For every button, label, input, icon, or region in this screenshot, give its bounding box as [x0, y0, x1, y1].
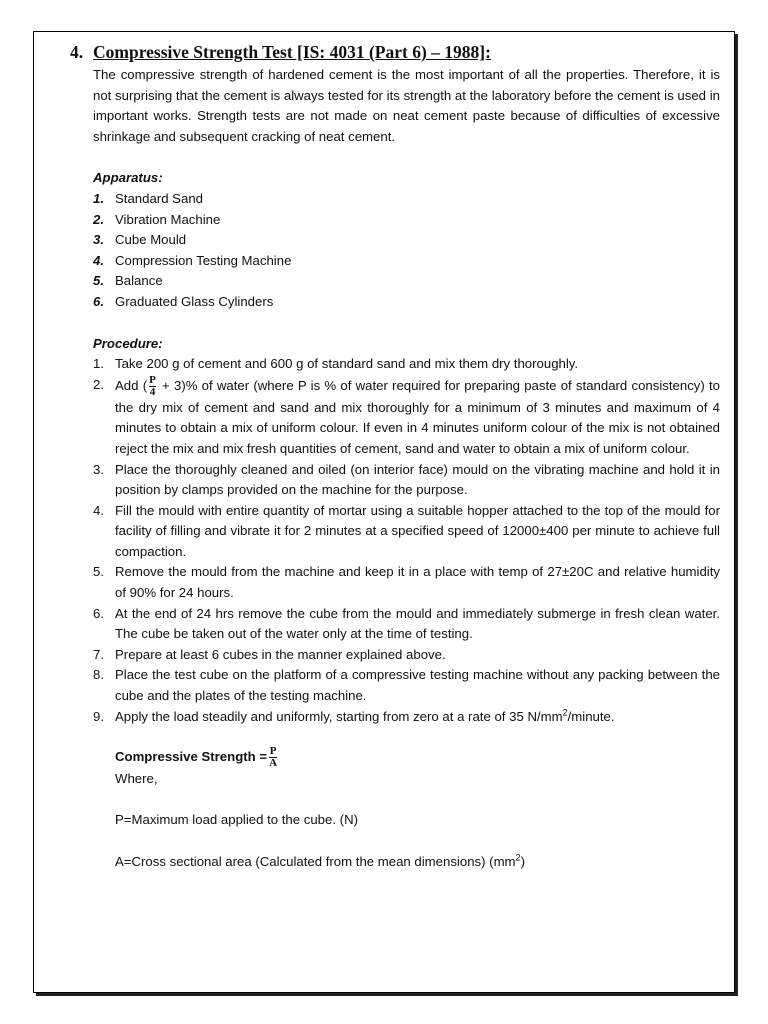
intro-paragraph: The compressive strength of hardened cement is the most important of all the properties. Therefore, it is not surprising that the cement is always tested for its strength at the laboratory before the cement is used in important works. Strength tests are not made on neat cement paste because of difficulties of excessive shrinkage and subsequent cracking of neat cement.	[93, 67, 720, 144]
procedure-label: Procedure:	[93, 335, 163, 351]
fraction: $\frac{P}{4}$	[149, 373, 156, 398]
list-item: 4. Compression Testing Machine	[93, 252, 292, 268]
list-item: 2. Vibration Machine	[93, 211, 221, 227]
where-label: Where,	[115, 771, 158, 787]
section-heading	[70, 42, 491, 63]
list-item: 1. Take 200 g of cement and 600 g of standard sand and mix them dry thoroughly.	[93, 356, 579, 372]
section-number: 4.	[70, 42, 84, 62]
list-item: 5. Balance	[93, 273, 163, 289]
list-item: 6. Graduated Glass Cylinders	[93, 293, 274, 309]
document-body	[93, 65, 720, 872]
list-item: 3. Cube Mould	[93, 232, 187, 248]
list-item: 1. Standard Sand	[93, 190, 203, 206]
formula: Compressive Strength = $\frac{P}{A}$	[115, 745, 278, 770]
a-definition: A=Cross sectional area (Calculated from the mean dimensions) $(mm^2)$	[115, 852, 525, 869]
list-item: 7. Prepare at least 6 cubes in the manner explained above.	[93, 646, 446, 662]
apparatus-list	[93, 189, 720, 313]
list-item: 9. Apply the load steadily and uniformly, starting from zero at a rate of 35 $N/mm^2$/minute.	[93, 707, 615, 724]
formula-fraction: $\frac{P}{A}$	[269, 745, 278, 770]
list-item: 2. Add ( $\frac{P}{4}$ + 3)% of water (where P is % of water required for preparing paste of standard consistency) to the dry mix of cement and sand and mix thoroughly for a minimum of 3 minutes and maximum of 4 minutes to obtain a mix of uniform colour. If even in 4 minutes uniform colour of the mix is not obtained reject the mix and mix fresh quantities of cement, sand and water to obtain a mix of uniform colour.	[93, 373, 720, 456]
list-item: 3. Place the thoroughly cleaned and oiled (on interior face) mould on the vibrating machine and hold it in position by clamps provided on the machine for the purpose.	[93, 461, 720, 498]
list-item: 6. At the end of 24 hrs remove the cube from the mould and immediately submerge in fresh clean water. The cube be taken out of the water only at the time of testing.	[93, 605, 720, 642]
list-item: 5. Remove the mould from the machine and keep it in a place with temp of 27±20C and relative humidity of 90% for 24 hours.	[93, 564, 720, 601]
list-item: 8. Place the test cube on the platform of a compressive testing machine without any packing between the cube and the plates of the testing machine.	[93, 667, 720, 704]
list-item: 4. Fill the mould with entire quantity of mortar using a suitable hopper attached to the top of the mould for facility of filling and vibrate it for 2 minutes at a specified speed of 12000±400 per minute to achieve full compaction.	[93, 502, 720, 559]
section-title: Compressive Strength Test [IS: 4031 (Part 6) – 1988]:	[93, 42, 491, 62]
apparatus-label: Apparatus:	[93, 170, 163, 186]
procedure-list	[93, 354, 720, 727]
p-definition: P=Maximum load applied to the cube. (N)	[115, 812, 358, 828]
